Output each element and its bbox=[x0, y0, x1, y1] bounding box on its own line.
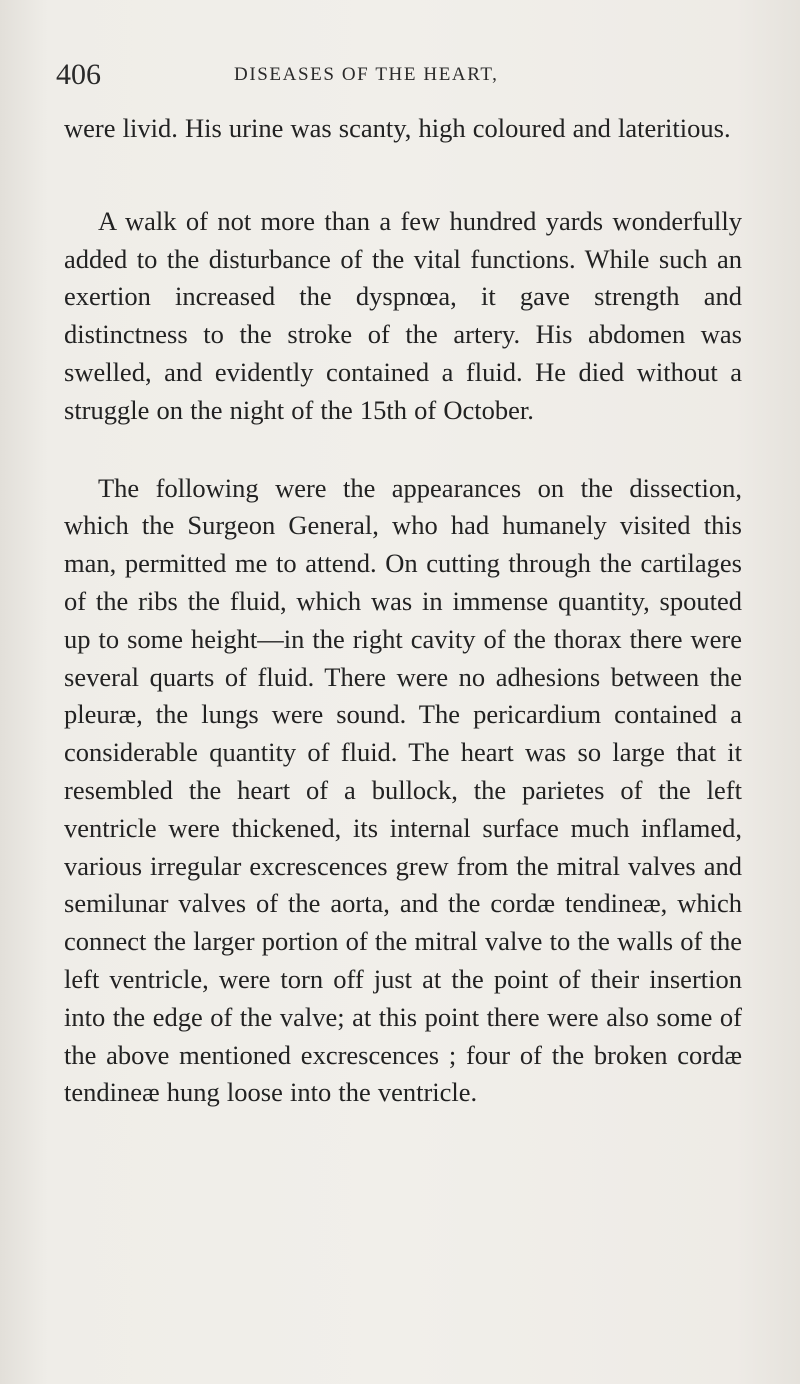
paragraph-walk: A walk of not more than a few hundred yards wonderfully added to the disturbance of the vital functions. While such an exertion increased the dyspnœa, it gave strength and distinctness to the stroke of the artery. His abdomen was swelled, and evidently contained a fluid. He died without a struggle on the night of the 15th of October. bbox=[64, 205, 742, 425]
paragraph-continuation: were livid. His urine was scanty, high coloured and lateritious. bbox=[64, 113, 731, 143]
body-text bbox=[64, 110, 742, 1112]
page-number: 406 bbox=[56, 58, 101, 91]
paragraph-spacer bbox=[64, 148, 742, 203]
paragraph-spacer bbox=[64, 430, 742, 470]
paragraph-dissection: The following were the appearances on the dissection, which the Surgeon General, who had humanely visited this man, permitted me to attend. On cutting through the cartilages of the ribs the fluid, which was in immense quantity, spouted up to some height—in the right cavity of the thorax there were several quarts of fluid. There were no adhesions between the pleuræ, the lungs were sound. The pericardium contained a considerable quantity of fluid. The heart was so large that it resembled the heart of a bullock, the parietes of the left ventricle were thickened, its internal surface much inflamed, various irregular excrescences grew from the mitral valves and semilunar valves of the aorta, and the cordæ tendineæ, which connect the larger portion of the mitral valve to the walls of the left ventricle, were torn off just at the point of their insertion into the edge of the valve; at this point there were also some of the above mentioned excrescences ; four of the broken cordæ tendineæ hung loose into the ventricle. bbox=[64, 472, 742, 1108]
running-head: DISEASES OF THE HEART, bbox=[234, 64, 499, 85]
page-header bbox=[56, 58, 736, 98]
